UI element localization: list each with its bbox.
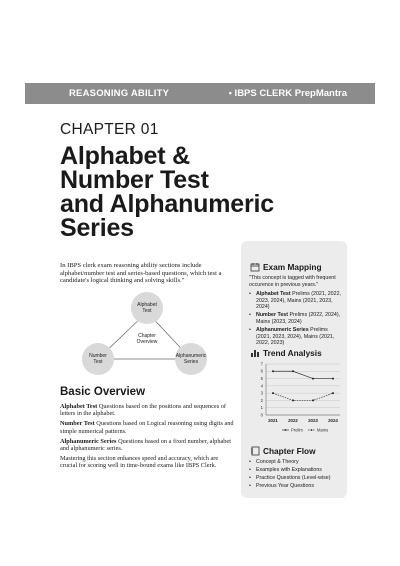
center-label: Overview — [136, 339, 158, 345]
header-bar — [25, 83, 375, 104]
calendar-icon — [250, 262, 260, 272]
series-line-mains — [273, 393, 333, 400]
term: Alphanumeric Series — [60, 437, 117, 445]
mapping-item — [249, 312, 344, 325]
x-tick-label: 2023 — [308, 418, 318, 423]
mapping-item — [249, 291, 344, 311]
y-tick-label: 1 — [260, 405, 263, 411]
closing-paragraph: Mastering this section enhances speed and accuracy, which are crucial for scoring well in time-bound exams like IBPS Clerk. — [60, 454, 219, 470]
y-tick-label: 3 — [260, 390, 263, 396]
heading-text: Trend Analysis — [263, 348, 322, 358]
node-label: Test — [93, 359, 103, 365]
trend-analysis-heading — [250, 348, 322, 358]
overview-item — [60, 438, 235, 453]
title-line: and Alphanumeric — [60, 190, 274, 218]
basic-overview-body — [60, 403, 235, 472]
data-point — [332, 392, 334, 394]
y-tick-label: 5 — [260, 375, 263, 381]
mapping-years: Prelims (2021, 2023, 2024), Mains (2021, 2022, 2023) — [256, 327, 335, 347]
subject-label: REASONING ABILITY — [69, 88, 170, 99]
trend-chart — [252, 361, 344, 436]
exam-mapping-note: "This concept is tagged with frequent occurence in previous years." — [249, 275, 336, 288]
flow-item: • Concept & Theory — [249, 459, 344, 466]
term: Number Test — [256, 312, 288, 319]
chapter-title — [60, 144, 320, 240]
heading-text: Exam Mapping — [263, 262, 322, 272]
term: Alphabet Test — [256, 291, 291, 298]
term: Alphabet Test — [60, 403, 98, 410]
chapter-flow-list — [249, 459, 344, 491]
flow-item: • Examples with Explanations — [249, 467, 344, 474]
y-tick-label: 2 — [260, 397, 263, 403]
title-line: Number Test — [60, 166, 209, 194]
term: Alphanumeric Series — [256, 327, 309, 334]
node-label: Alphabet — [137, 302, 157, 308]
y-tick-label: 4 — [260, 383, 263, 389]
flow-item: • Practice Questions (Level-wise) — [249, 475, 344, 482]
chapter-flow-heading — [250, 446, 316, 456]
intro-paragraph: In IBPS clerk exam reasoning ability sections include alphabet/number test and series-based questions, which test a candidate's logical thinking and solving skills." — [60, 262, 222, 285]
overview-item — [60, 403, 235, 418]
heading-text: Chapter Flow — [263, 446, 316, 456]
x-tick-label: 2021 — [268, 418, 278, 423]
center-label: Chapter — [138, 333, 156, 339]
node-label: Number — [89, 353, 107, 359]
flow-item: • Previous Year Questions — [249, 483, 344, 490]
series-line-prelim — [273, 371, 333, 378]
data-point — [272, 370, 274, 372]
overview-item — [60, 420, 235, 435]
node-label: Series — [183, 359, 199, 365]
y-tick-label: 0 — [260, 412, 263, 418]
overview-diagram — [60, 292, 235, 377]
definition: Questions based on a fixed number, alphabet and alphanumeric series. — [60, 437, 231, 453]
y-tick-label: 6 — [260, 368, 263, 374]
mapping-years: Prelims (2021, 2022, 2023, 2024), Mains (2021, 2023, 2024) — [256, 291, 341, 311]
data-point — [272, 392, 274, 394]
node-label: Alphanumeric — [175, 353, 207, 359]
mapping-item — [249, 327, 344, 347]
data-point — [332, 378, 334, 380]
y-tick-label: 7 — [260, 361, 263, 367]
legend-marker — [311, 429, 313, 431]
legend-label: Mains — [317, 427, 329, 433]
legend-marker — [285, 429, 287, 431]
title-line: Alphabet & — [60, 142, 190, 170]
data-point — [292, 370, 294, 372]
bar-chart-icon — [250, 348, 260, 358]
data-point — [312, 378, 314, 380]
basic-overview-heading: Basic Overview — [60, 386, 146, 398]
chapter-number: CHAPTER 01 — [60, 121, 159, 138]
brand-label: • IBPS CLERK PrepMantra — [228, 88, 347, 99]
node-label: Test — [142, 308, 152, 314]
x-tick-label: 2024 — [328, 418, 338, 423]
data-point — [292, 399, 294, 401]
definition: Questions based on the positions and sequences of letters in the alphabet. — [60, 403, 226, 418]
exam-mapping-heading — [250, 262, 322, 272]
x-tick-label: 2022 — [288, 418, 298, 423]
notebook-icon — [250, 446, 260, 456]
legend-label: Prelim — [291, 427, 303, 433]
mapping-years: Prelims (2022, 2024), Mains (2023, 2024) — [256, 312, 341, 326]
data-point — [312, 399, 314, 401]
definition: Questions based on Logical reasoning using digits and simple numerical patterns. — [60, 420, 234, 435]
term: Number Test — [60, 420, 95, 428]
exam-mapping-body — [249, 275, 344, 348]
title-line: Series — [60, 214, 134, 242]
